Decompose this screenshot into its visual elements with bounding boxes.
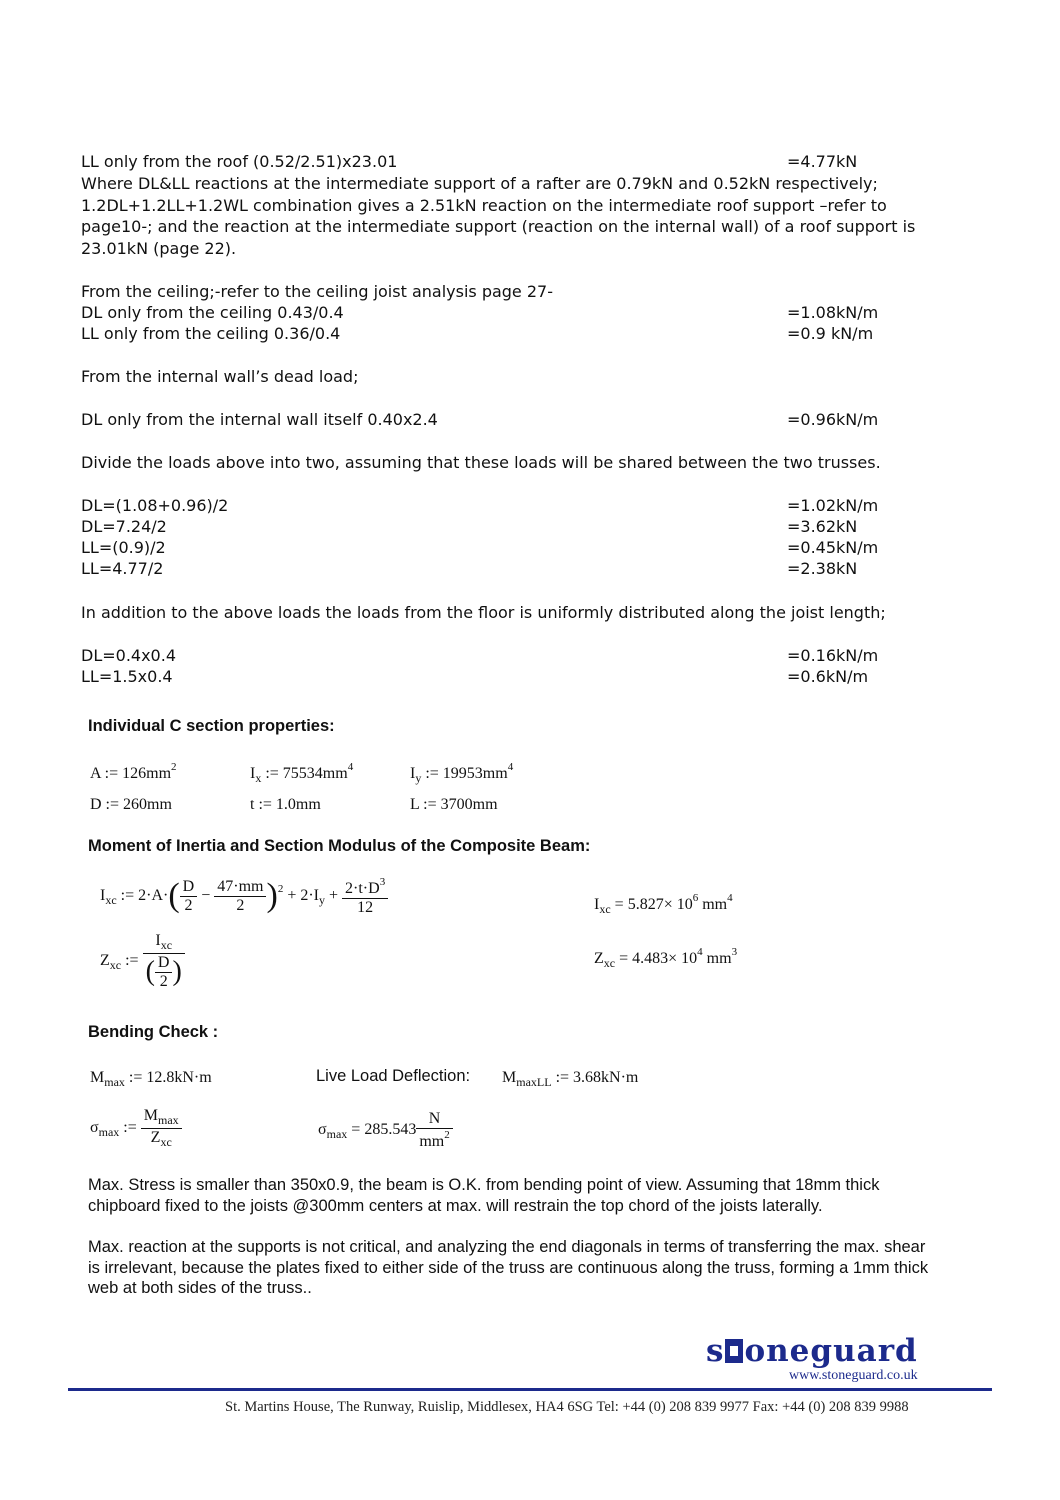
floor-load-label: LL=1.5x0.4 bbox=[81, 667, 173, 686]
shared-load-label: DL=(1.08+0.96)/2 bbox=[81, 496, 229, 515]
zxc-result: $Z_{xc} = 4.483\times 10^4$ $mm^3$ bbox=[594, 946, 738, 970]
mmax-value: 12.8kN·m bbox=[146, 1069, 212, 1086]
ixc-result: $I_{xc} = 5.827\times 10^6$ $mm^4$ bbox=[594, 892, 733, 916]
stress-note: Max. Stress is smaller than 350x0.9, the beam is O.K. from bending point of view. Assuming that 18mm thick chipboard fixed to the joists @300mm centers at max. will restrain the top chord of the joists laterally. bbox=[88, 1176, 880, 1215]
logo-text-end: oneguard bbox=[744, 1333, 918, 1369]
depth-formula: D := 260mm bbox=[90, 796, 172, 813]
ll-roof-label: LL only from the roof (0.52/2.51)x23.01 bbox=[81, 152, 398, 171]
floor-load-value: =0.16kN/m bbox=[787, 646, 879, 665]
ceiling-intro: From the ceiling;-refer to the ceiling joist analysis page 27- bbox=[81, 282, 553, 301]
length-value: 3700mm bbox=[440, 796, 498, 813]
explanation-paragraph: Where DL&LL reactions at the intermediate support of a rafter are 0.79kN and 0.52kN respectively; 1.2DL+1.2LL+1.2WL combination gives a 2.51kN reaction on the intermediate roof support –refer to page10-; and the reaction at the intermediate support (reaction on the internal wall) of a roof support is 23.01kN (page 22). bbox=[81, 174, 916, 258]
logo-text-start: s bbox=[706, 1333, 725, 1369]
ll-ceiling-label: LL only from the ceiling 0.36/0.4 bbox=[81, 324, 341, 343]
dl-ceiling-label: DL only from the ceiling 0.43/0.4 bbox=[81, 303, 344, 322]
iy-formula: $I_y$ := $19953mm^4$ bbox=[410, 761, 514, 785]
mmaxll-formula: $M_{maxLL}$ := 3.68kN·m bbox=[502, 1069, 639, 1089]
ll-roof-value: =4.77kN bbox=[787, 152, 858, 171]
ix-value: 75534mm bbox=[282, 765, 348, 782]
footer-divider bbox=[68, 1388, 992, 1391]
shared-load-value: =3.62kN bbox=[787, 517, 858, 536]
ixc-result-value: 5.827× 10 bbox=[627, 896, 693, 913]
shared-load-value: =1.02kN/m bbox=[787, 496, 879, 515]
sigma-result-value: 285.543 bbox=[364, 1121, 417, 1139]
mmaxll-value: 3.68kN·m bbox=[573, 1069, 639, 1086]
section-properties-heading: Individual C section properties: bbox=[88, 717, 335, 735]
length-formula: L := 3700mm bbox=[410, 796, 498, 813]
divide-text: Divide the loads above into two, assuming that these loads will be shared between the two trusses. bbox=[81, 453, 881, 472]
zxc-formula: $Z_{xc}$ := $I_{xc}$ ( $\frac{D}{2}$ ) bbox=[100, 932, 185, 991]
zxc-result-value: 4.483× 10 bbox=[632, 950, 698, 967]
shared-load-label: LL=(0.9)/2 bbox=[81, 538, 166, 557]
castle-tower-icon bbox=[725, 1339, 743, 1363]
sigma-result: $\sigma_{max} = 285.543$ $\frac{N}{mm^2}$ bbox=[318, 1110, 453, 1151]
area-value: 126mm bbox=[122, 765, 172, 782]
thickness-value: 1.0mm bbox=[275, 796, 321, 813]
floor-load-value: =0.6kN/m bbox=[787, 667, 869, 686]
floor-load-label: DL=0.4x0.4 bbox=[81, 646, 176, 665]
floor-text: In addition to the above loads the loads from the floor is uniformly distributed along the joist length; bbox=[81, 603, 886, 622]
iy-value: 19953mm bbox=[442, 765, 508, 782]
thickness-formula: t := 1.0mm bbox=[250, 796, 321, 813]
ll-ceiling-value: =0.9 kN/m bbox=[787, 324, 874, 343]
shared-load-label: DL=7.24/2 bbox=[81, 517, 167, 536]
shared-load-value: =2.38kN bbox=[787, 559, 858, 578]
shared-load-label: LL=4.77/2 bbox=[81, 559, 164, 578]
stoneguard-logo bbox=[706, 1333, 918, 1369]
dl-wall-value: =0.96kN/m bbox=[787, 410, 879, 429]
sigma-formula: $\sigma_{max}$ := $\frac{M_{max}}{Z_{xc}}$ bbox=[90, 1107, 182, 1150]
area-formula: A := $126mm^2$ bbox=[90, 761, 177, 782]
live-load-deflection-label: Live Load Deflection: bbox=[316, 1067, 471, 1085]
dl-wall-label: DL only from the internal wall itself 0.40x2.4 bbox=[81, 410, 438, 429]
company-address: St. Martins House, The Runway, Ruislip, Middlesex, HA4 6SG Tel: +44 (0) 208 839 9977 Fax: +44 (0) 208 839 9988 bbox=[225, 1399, 909, 1415]
wall-intro: From the internal wall’s dead load; bbox=[81, 367, 359, 386]
composite-beam-heading: Moment of Inertia and Section Modulus of the Composite Beam: bbox=[88, 837, 591, 855]
reaction-note: Max. reaction at the supports is not critical, and analyzing the end diagonals in terms of transferring the max. shear is irrelevant, because the plates fixed to either side of the truss are continuous along the truss, forming a 1mm thick web at both sides of the truss.. bbox=[88, 1238, 929, 1297]
shared-load-value: =0.45kN/m bbox=[787, 538, 879, 557]
mmax-formula: $M_{max}$ := 12.8kN·m bbox=[90, 1069, 212, 1089]
dl-ceiling-value: =1.08kN/m bbox=[787, 303, 879, 322]
bending-check-heading: Bending Check : bbox=[88, 1023, 219, 1041]
ixc-formula: $I_{xc}$ := 2·A·( $\frac{D}{2}$ − $\frac{47\cdot mm}{2}$ )$^2 + 2\cdot I_y$ + $\frac{2\cdot t\cdot D^3}{12}$ bbox=[100, 876, 388, 917]
depth-value: 260mm bbox=[123, 796, 172, 813]
ix-formula: $I_x$ := $75534mm^4$ bbox=[250, 761, 354, 785]
website: www.stoneguard.co.uk bbox=[789, 1368, 918, 1383]
